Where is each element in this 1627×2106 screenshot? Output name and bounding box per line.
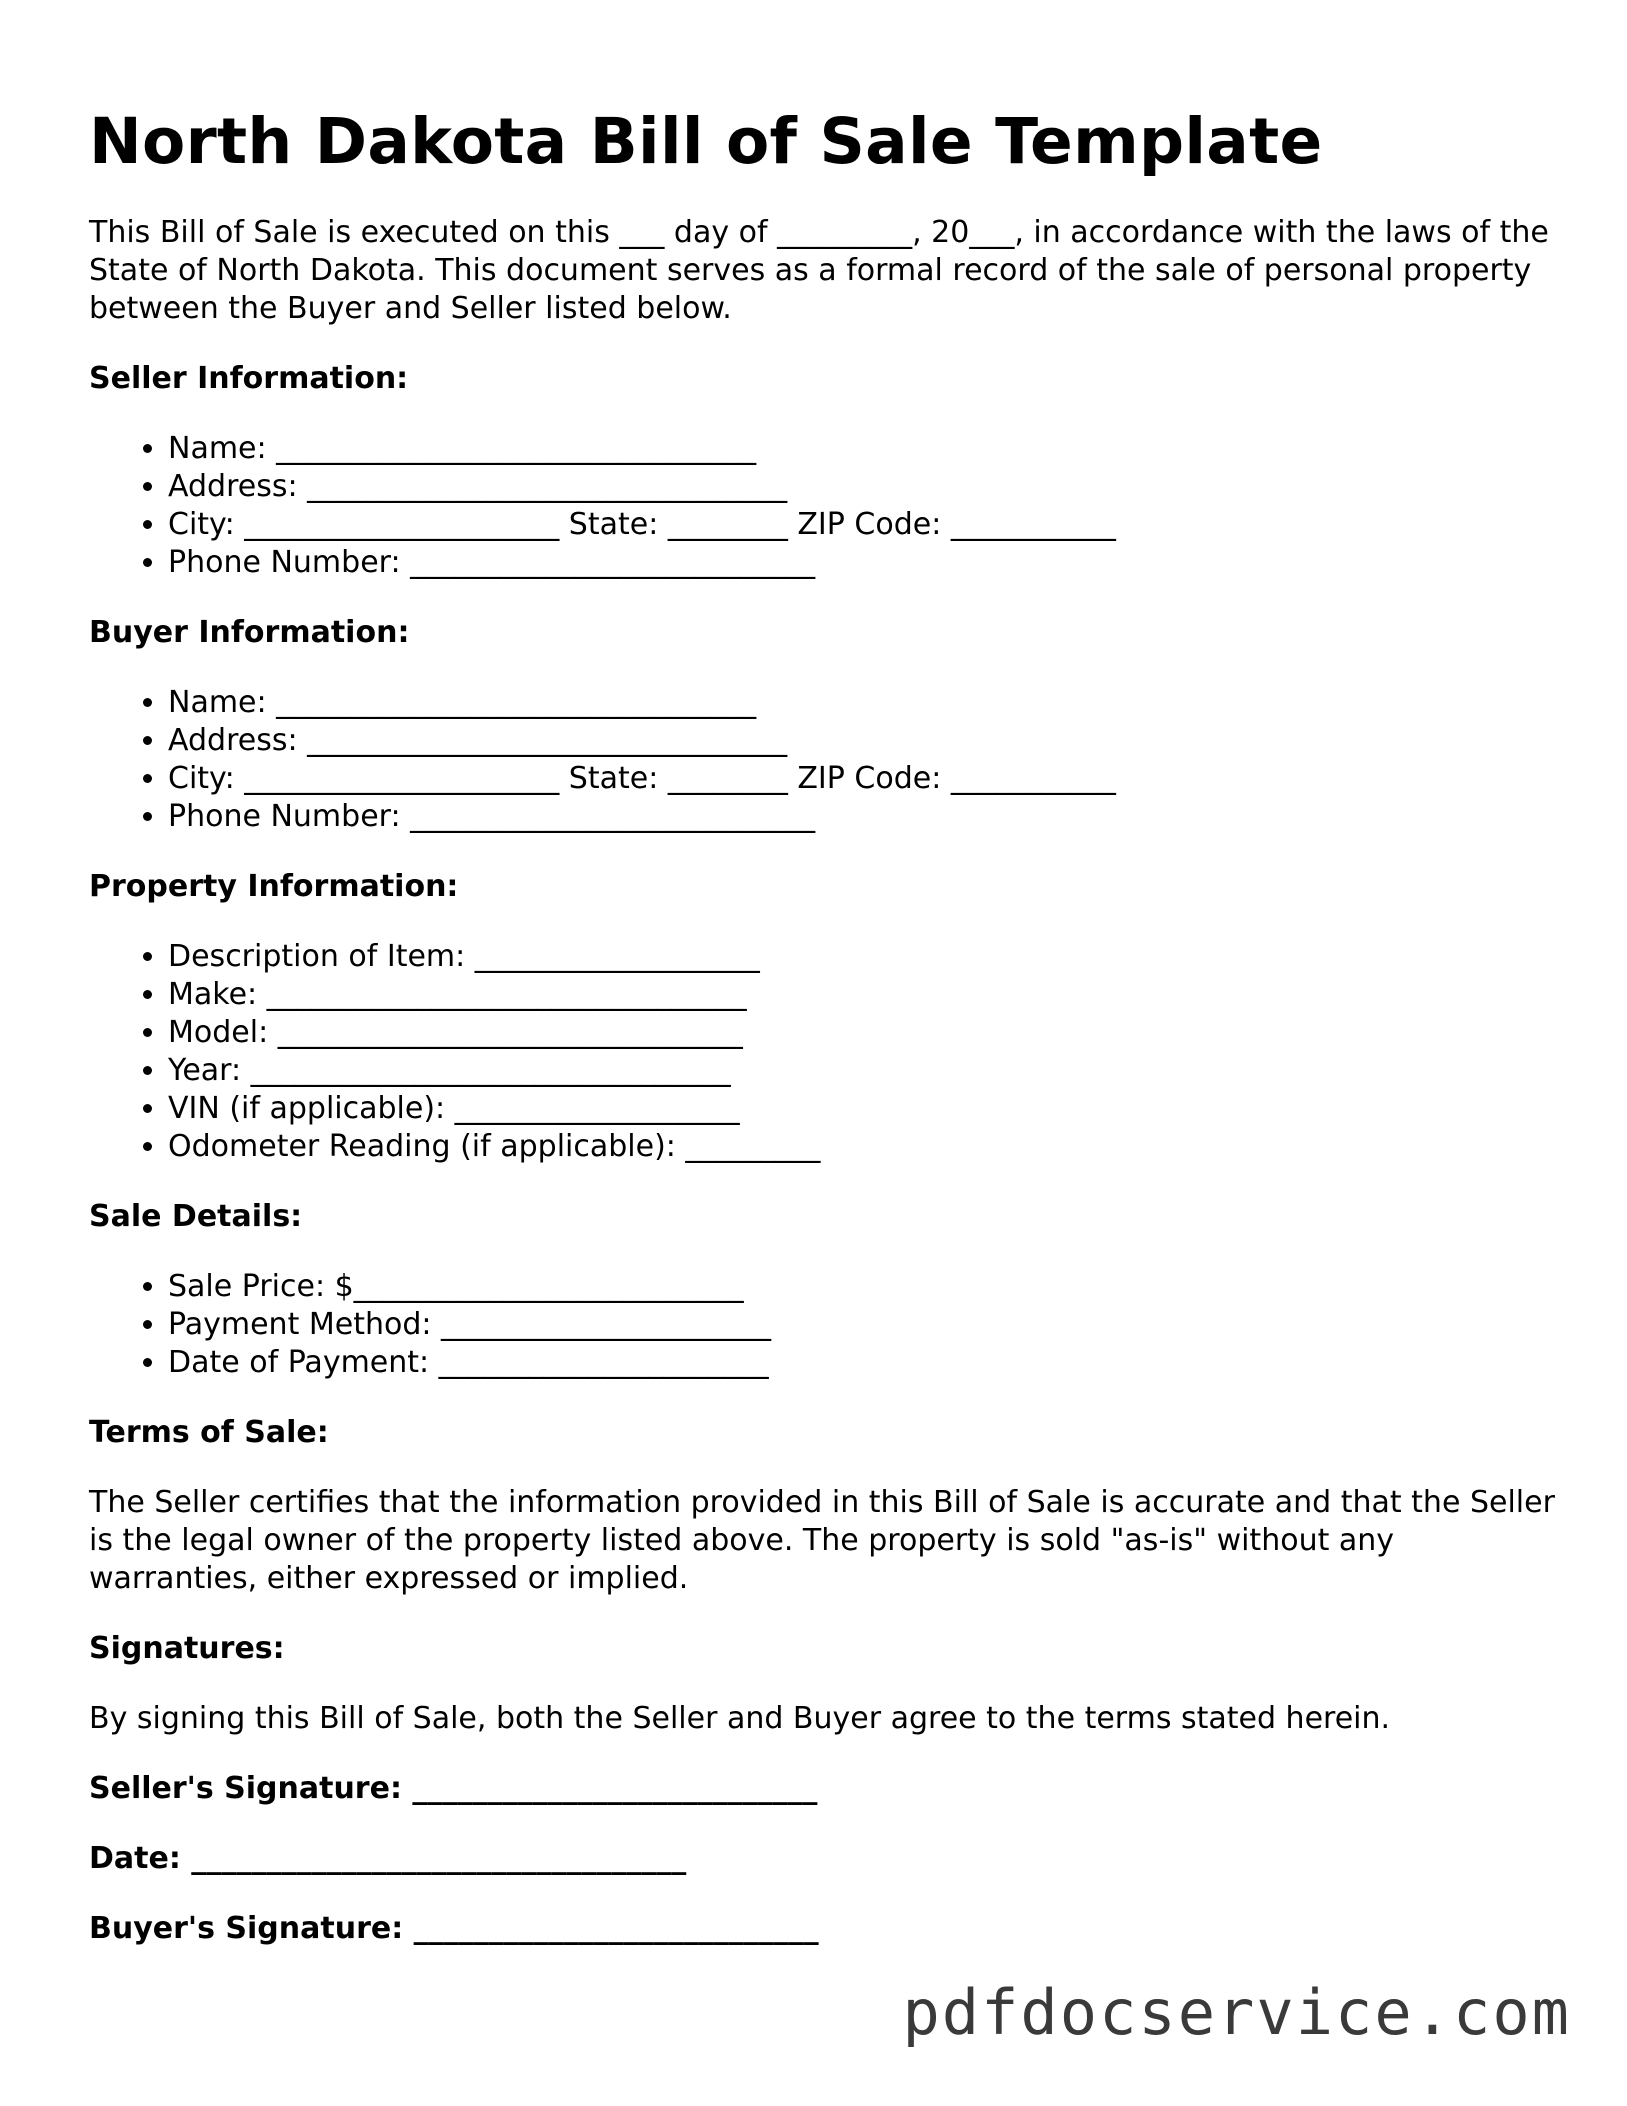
sale-details-list xyxy=(89,1268,1559,1382)
terms-of-sale-heading: Terms of Sale: xyxy=(89,1414,329,1450)
signature-date-field[interactable]: Date: _________________________________ xyxy=(89,1840,687,1876)
property-make-field[interactable]: • Make: ________________________________ xyxy=(168,976,1559,1014)
buyer-city-state-zip-field[interactable]: • City: _____________________ State: ________ ZIP Code: ___________ xyxy=(168,760,1559,798)
seller-name-field[interactable]: • Name: ________________________________ xyxy=(168,430,1559,468)
signatures-heading: Signatures: xyxy=(89,1630,285,1666)
intro-paragraph: This Bill of Sale is executed on this ___ day of _________, 20___, in accordance with the laws of the State of North Dakota. This document serves as a formal record of the sale of personal property between the Buyer and Seller listed below. xyxy=(89,214,1549,326)
payment-method-field[interactable]: • Payment Method: ______________________ xyxy=(168,1306,1559,1344)
seller-city-state-zip-field[interactable]: • City: _____________________ State: ________ ZIP Code: ___________ xyxy=(168,506,1559,544)
property-year-field[interactable]: • Year: ________________________________ xyxy=(168,1052,1559,1090)
property-description-field[interactable]: • Description of Item: ___________________ xyxy=(168,938,1559,976)
signatures-agreement-text: By signing this Bill of Sale, both the Seller and Buyer agree to the terms stated herein. xyxy=(89,1700,1391,1736)
buyer-name-field[interactable]: • Name: ________________________________ xyxy=(168,684,1559,722)
document-page xyxy=(89,104,1559,1948)
property-information-list xyxy=(89,938,1559,1166)
sale-details-heading: Sale Details: xyxy=(89,1198,303,1234)
buyer-address-field[interactable]: • Address: ________________________________ xyxy=(168,722,1559,760)
seller-phone-field[interactable]: • Phone Number: ___________________________ xyxy=(168,544,1559,582)
property-information-heading: Property Information: xyxy=(89,868,459,904)
seller-address-field[interactable]: • Address: ________________________________ xyxy=(168,468,1559,506)
sale-price-field[interactable]: • Sale Price: $__________________________ xyxy=(168,1268,1559,1306)
document-title: North Dakota Bill of Sale Template xyxy=(89,105,1323,178)
seller-information-heading: Seller Information: xyxy=(89,360,409,396)
buyer-information-list xyxy=(89,684,1559,836)
seller-signature-field[interactable]: Seller's Signature: ___________________________ xyxy=(89,1770,818,1806)
watermark-text: pdfdocservice.com xyxy=(902,1976,1571,2049)
buyer-signature-field[interactable]: Buyer's Signature: ___________________________ xyxy=(89,1910,819,1946)
property-vin-field[interactable]: • VIN (if applicable): ___________________ xyxy=(168,1090,1559,1128)
property-odometer-field[interactable]: • Odometer Reading (if applicable): _________ xyxy=(168,1128,1559,1166)
terms-of-sale-text: The Seller certifies that the information provided in this Bill of Sale is accurate and that the Seller is the legal owner of the property listed above. The property is sold "as-is" without any warranties, either expressed or implied. xyxy=(89,1484,1555,1596)
buyer-phone-field[interactable]: • Phone Number: ___________________________ xyxy=(168,798,1559,836)
payment-date-field[interactable]: • Date of Payment: ______________________ xyxy=(168,1344,1559,1382)
property-model-field[interactable]: • Model: _______________________________ xyxy=(168,1014,1559,1052)
seller-information-list xyxy=(89,430,1559,582)
buyer-information-heading: Buyer Information: xyxy=(89,614,410,650)
